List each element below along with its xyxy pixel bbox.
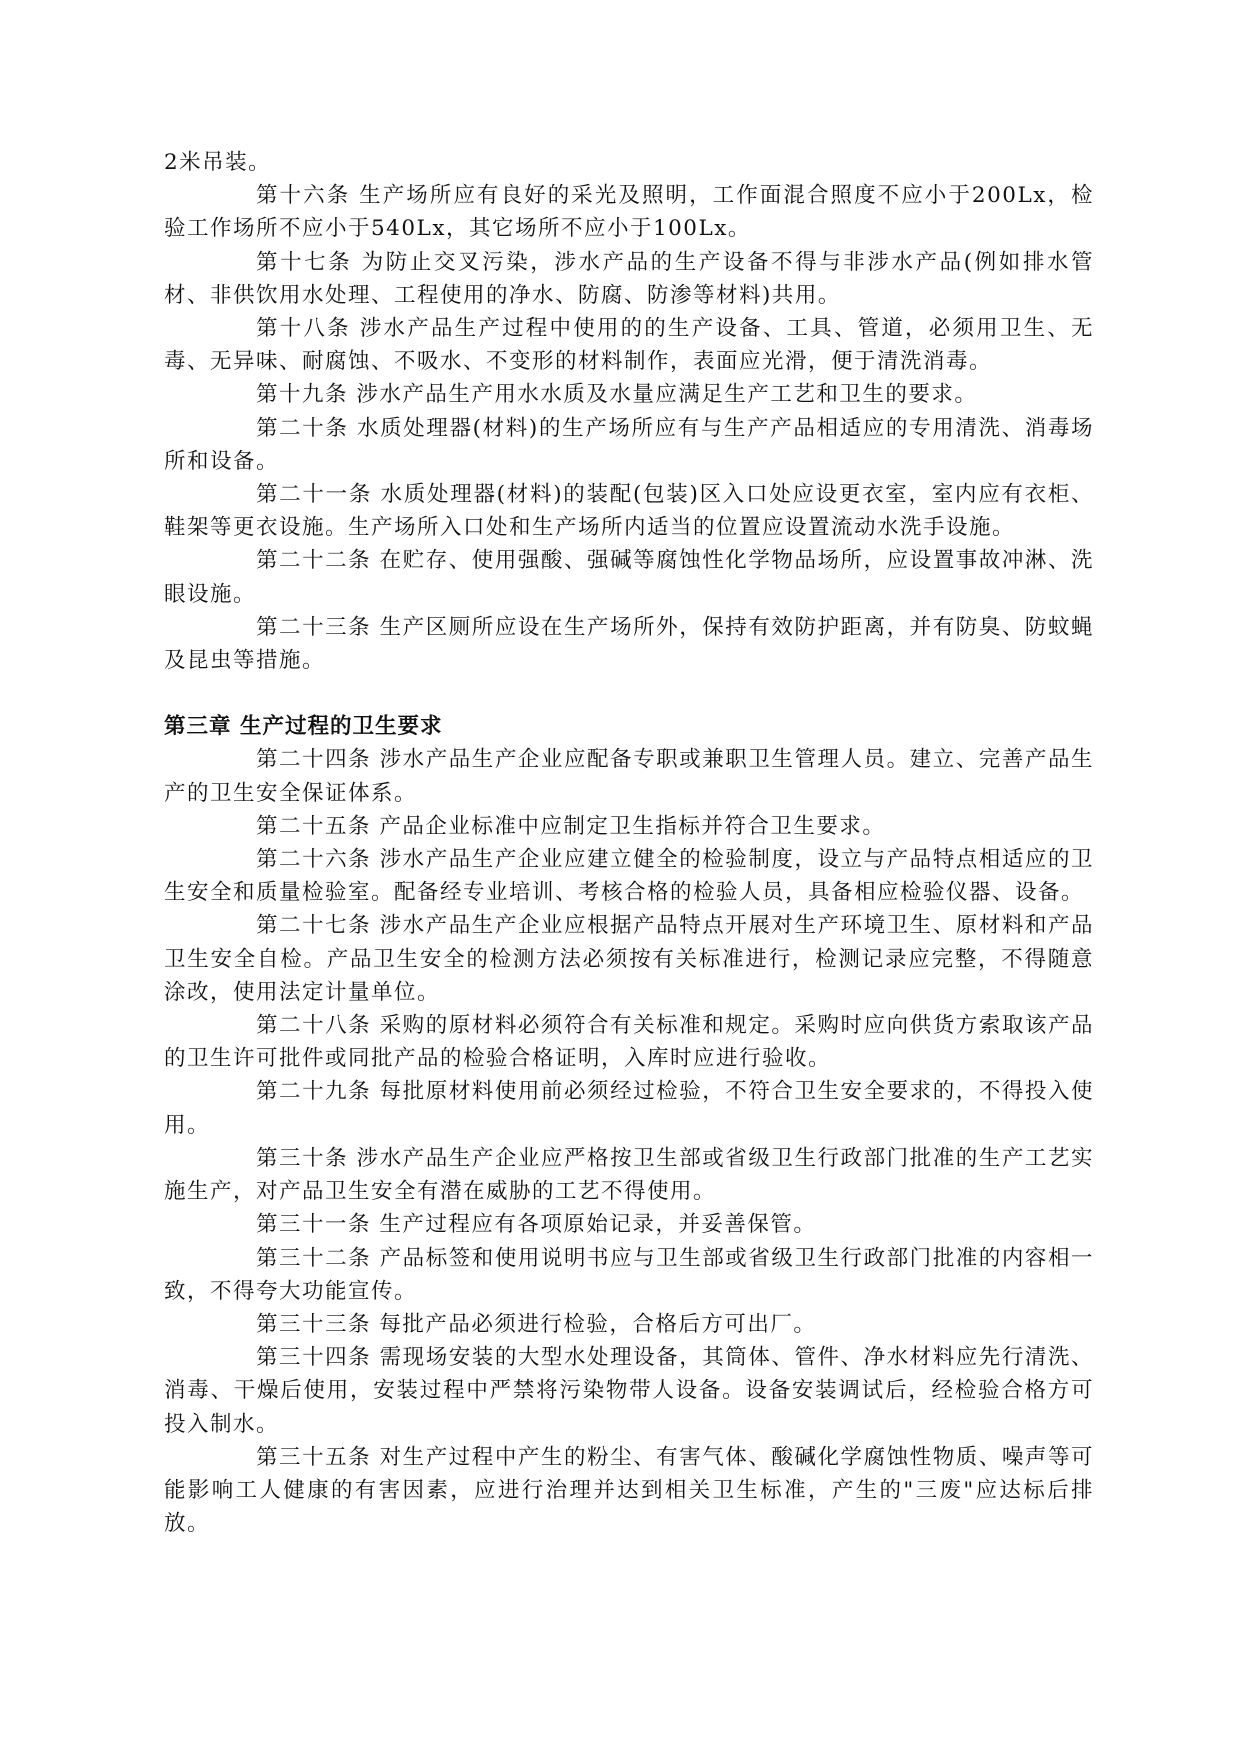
article-33: 第三十三条 每批产品必须进行检验，合格后方可出厂。 bbox=[256, 1311, 817, 1337]
article-27: 第二十七条 涉水产品生产企业应根据产品特点开展对生产环境卫生、原材料和产品卫生安全自检。产品卫生安全的检测方法必须按有关标准进行，检测记录应完整，不得随意涂改，使用法定计量单位。 bbox=[164, 913, 1094, 1005]
article-23: 第二十三条 生产区厕所应设在生产场所外，保持有效防护距离，并有防臭、防蚊蝇及昆虫等措施。 bbox=[164, 614, 1094, 674]
article-25: 第二十五条 产品企业标准中应制定卫生指标并符合卫生要求。 bbox=[256, 813, 886, 839]
article-35: 第三十五条 对生产过程中产生的粉尘、有害气体、酸碱化学腐蚀性物质、噪声等可能影响工人健康的有害因素，应进行治理并达到相关卫生标准，产生的"三废"应达标后排放。 bbox=[164, 1444, 1094, 1537]
article-18: 第十八条 涉水产品生产过程中使用的的生产设备、工具、管道，必须用卫生、无毒、无异味、耐腐蚀、不吸水、不变形的材料制作，表面应光滑，便于清洗消毒。 bbox=[164, 316, 1094, 375]
article-20: 第二十条 水质处理器(材料)的生产场所应有与生产产品相适应的专用清洗、消毒场所和设备。 bbox=[164, 415, 1094, 474]
article-29: 第二十九条 每批原材料使用前必须经过检验，不符合卫生安全要求的，不得投入使用。 bbox=[164, 1079, 1094, 1138]
article-24: 第二十四条 涉水产品生产企业应配备专职或兼职卫生管理人员。建立、完善产品生产的卫生安全保证体系。 bbox=[164, 747, 1094, 806]
article-34: 第三十四条 需现场安装的大型水处理设备，其筒体、管件、净水材料应先行清洗、消毒、干燥后使用，安装过程中严禁将污染物带人设备。设备安装调试后，经检验合格方可投入制水。 bbox=[164, 1345, 1094, 1437]
paragraph-continuation: 2米吊装。 bbox=[164, 150, 272, 175]
article-21: 第二十一条 水质处理器(材料)的装配(包装)区入口处应设更衣室，室内应有衣柜、鞋架等更衣设施。生产场所入口处和生产场所内适当的位置应设置流动水洗手设施。 bbox=[164, 482, 1094, 541]
article-30: 第三十条 涉水产品生产企业应严格按卫生部或省级卫生行政部门批准的生产工艺实施生产，对产品卫生安全有潜在威胁的工艺不得使用。 bbox=[164, 1145, 1094, 1205]
article-22: 第二十二条 在贮存、使用强酸、强碱等腐蚀性化学物品场所，应设置事故冲淋、洗眼设施。 bbox=[164, 548, 1094, 607]
article-16: 第十六条 生产场所应有良好的采光及照明，工作面混合照度不应小于200Lx，检验工作场所不应小于540Lx，其它场所不应小于100Lx。 bbox=[164, 183, 1094, 242]
document-body bbox=[164, 146, 1094, 1540]
article-17: 第十七条 为防止交叉污染，涉水产品的生产设备不得与非涉水产品(例如排水管材、非供饮用水处理、工程使用的净水、防腐、防渗等材料)共用。 bbox=[164, 249, 1094, 308]
article-28: 第二十八条 采购的原材料必须符合有关标准和规定。采购时应向供货方索取该产品的卫生许可批件或同批产品的检验合格证明，入库时应进行验收。 bbox=[164, 1013, 1094, 1072]
chapter-heading: 第三章 生产过程的卫生要求 bbox=[164, 714, 443, 740]
article-26: 第二十六条 涉水产品生产企业应建立健全的检验制度，设立与产品特点相适应的卫生安全和质量检验室。配备经专业培训、考核合格的检验人员，具备相应检验仪器、设备。 bbox=[164, 847, 1094, 906]
article-19: 第十九条 涉水产品生产用水水质及水量应满足生产工艺和卫生的要求。 bbox=[256, 382, 978, 408]
article-31: 第三十一条 生产过程应有各项原始记录，并妥善保管。 bbox=[256, 1212, 817, 1238]
article-32: 第三十二条 产品标签和使用说明书应与卫生部或省级卫生行政部门批准的内容相一致，不得夸大功能宣传。 bbox=[164, 1245, 1094, 1304]
